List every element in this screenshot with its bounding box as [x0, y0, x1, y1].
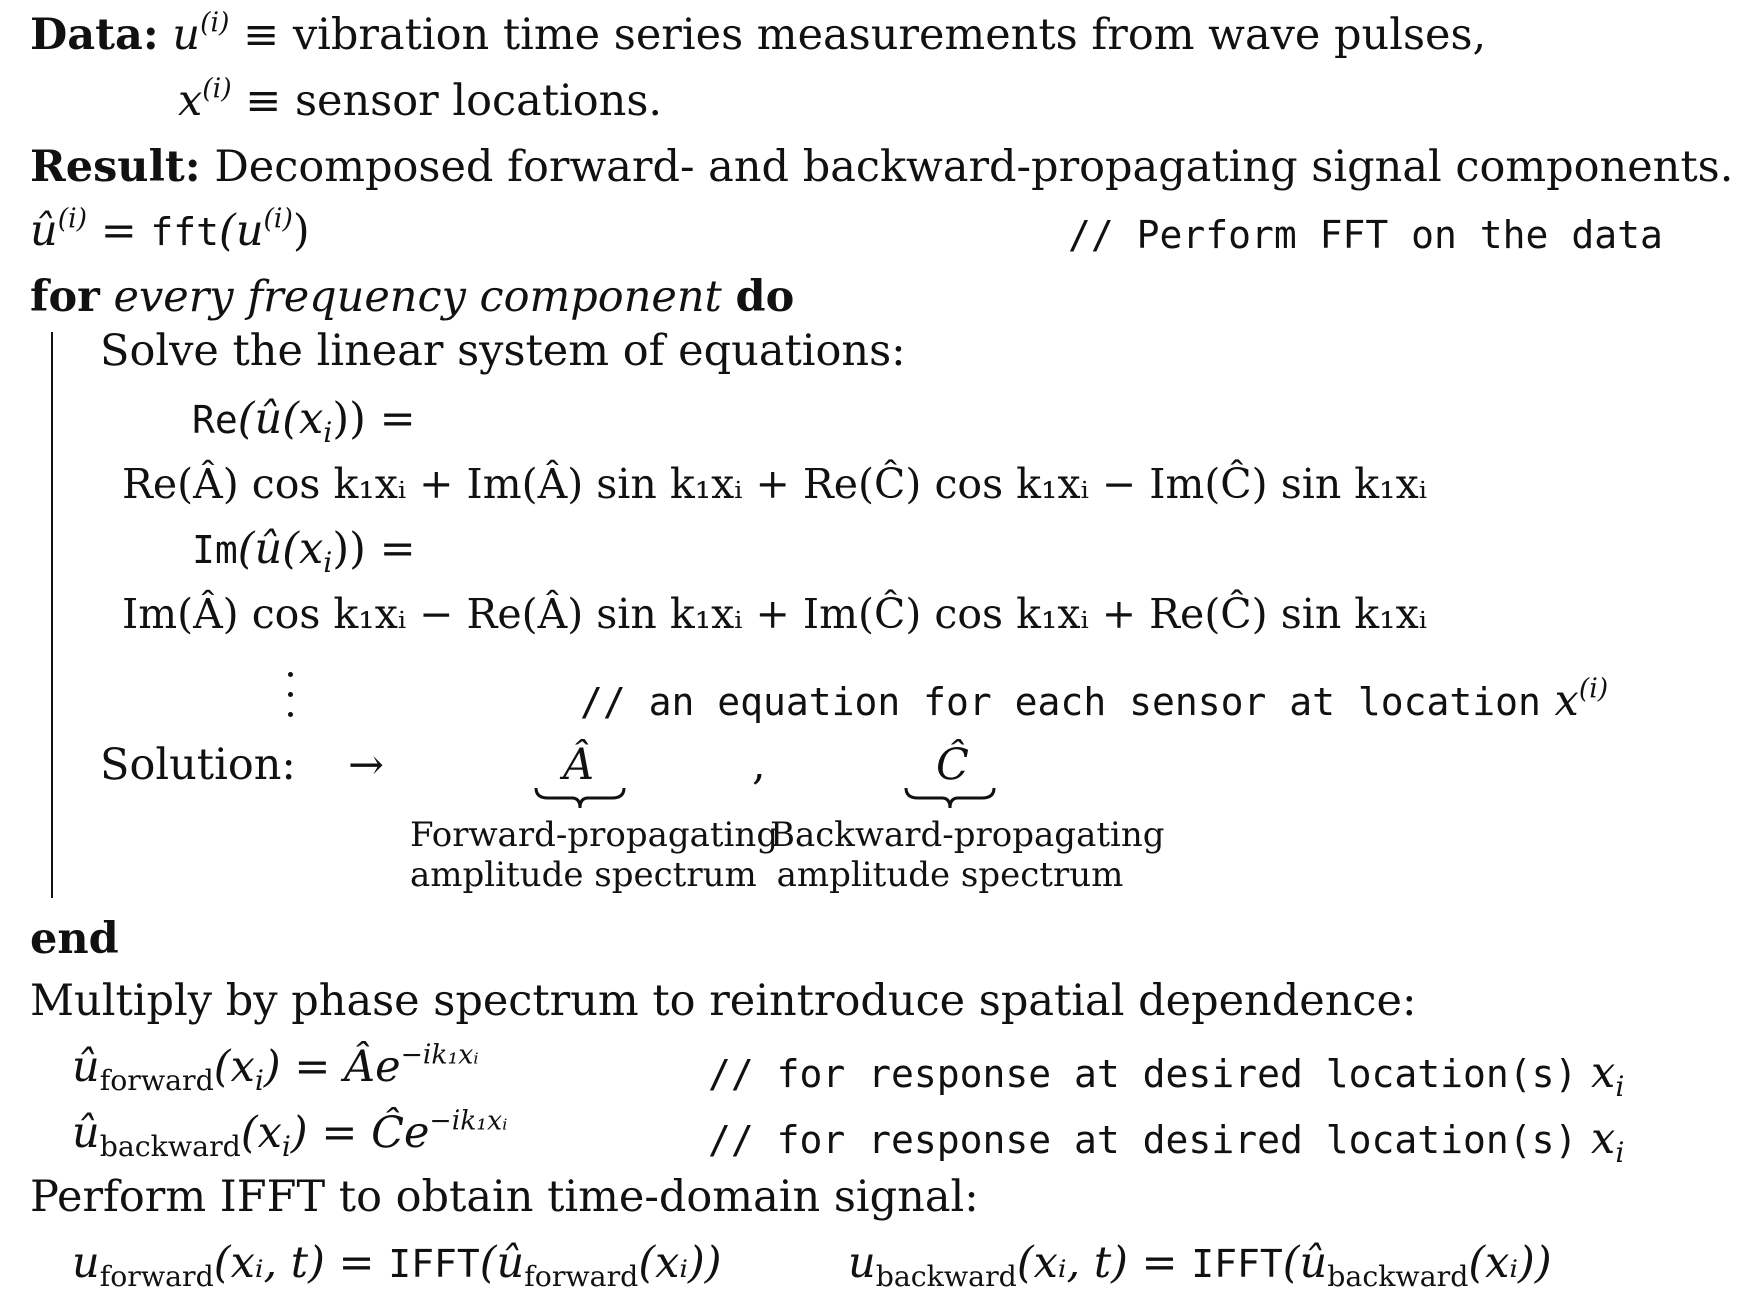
solve-line: Solve the linear system of equations: [100, 326, 906, 376]
vertical-ellipsis [285, 672, 295, 720]
u-backward-inner-open: (û [1282, 1238, 1328, 1288]
eq2-close: )) = [332, 524, 416, 574]
backward-comment-line [708, 1114, 1625, 1170]
forward-label-line2: amplitude spectrum [410, 855, 757, 895]
fft-line [30, 203, 310, 256]
fft-lhs-sup: (i) [57, 203, 88, 235]
fft-lhs: û [30, 206, 58, 256]
dots-comment: // an equation for each sensor at location [580, 680, 1541, 724]
backward-label [770, 815, 1165, 895]
ifft-line [72, 1238, 722, 1293]
for-block-rule [51, 332, 53, 898]
u-forward-sub: forward [99, 1260, 214, 1293]
ifft-func-1: IFFT [388, 1242, 480, 1286]
eq1-close: )) = [332, 394, 416, 444]
bwd-arg: (x [240, 1108, 282, 1158]
eq2-func: Im [192, 528, 238, 572]
dots-var-sup: (i) [1578, 673, 1609, 705]
bwd-comment: // for response at desired location(s) [708, 1118, 1578, 1162]
data-text: vibration time series measurements from wave pulses, [292, 10, 1487, 60]
fwd-lhs-sub: forward [99, 1064, 214, 1098]
sensor-text: sensor locations. [294, 76, 663, 126]
fft-arg-close: ) [292, 206, 310, 256]
forward-comment-line [708, 1048, 1625, 1104]
fft-eq: = [100, 206, 137, 256]
data-label: Data: [30, 10, 159, 60]
bwd-tail-sub: i [1615, 1136, 1625, 1170]
u-backward-sub: backward [875, 1260, 1017, 1293]
u-forward-inner-sub: forward [524, 1260, 639, 1293]
fft-arg-open: (u [219, 206, 264, 256]
data-var-sup: (i) [200, 7, 230, 39]
eq2-open: (û(x [237, 524, 324, 574]
do-keyword: do [735, 272, 795, 322]
fwd-comment: // for response at desired location(s) [708, 1052, 1578, 1096]
bwd-tail-var: x [1591, 1114, 1616, 1164]
a-underbrace [534, 784, 626, 812]
for-keyword: for [30, 272, 100, 322]
u-forward-inner-open: (û [479, 1238, 525, 1288]
fwd-lhs: û [72, 1042, 100, 1092]
fft-func: fft [150, 210, 220, 254]
data-rel: ≡ [243, 10, 280, 60]
forward-line [72, 1039, 479, 1098]
backward-label-line2: amplitude spectrum [776, 855, 1124, 895]
eq2-lhs [192, 524, 416, 580]
u-backward-inner-close: (xᵢ)) [1468, 1238, 1552, 1288]
backward-line [72, 1105, 508, 1164]
u-backward: u [848, 1238, 876, 1288]
end-keyword: end [30, 914, 119, 964]
u-forward-inner-close: (xᵢ)) [638, 1238, 722, 1288]
for-condition: every frequency component [113, 272, 722, 322]
c-hat: Ĉ [936, 740, 969, 790]
u-forward-args: (xᵢ, t) = [213, 1238, 375, 1288]
eq2-sub: i [323, 546, 333, 580]
backward-label-line1: Backward-propagating [770, 815, 1165, 855]
fwd-tail-var: x [1591, 1048, 1616, 1098]
fwd-arg-close: ) = Âe [263, 1042, 401, 1092]
fwd-exp: −ik₁xᵢ [400, 1039, 479, 1071]
eq1-lhs [192, 394, 416, 450]
ifft-func-2: IFFT [1191, 1242, 1283, 1286]
result-label: Result: [30, 142, 201, 192]
fwd-arg-sub: i [254, 1064, 264, 1098]
bwd-arg-close: ) = Ĉe [290, 1108, 430, 1158]
fft-comment: // Perform FFT on the data [1068, 213, 1663, 257]
dots-var: x [1554, 676, 1579, 726]
forward-label [410, 815, 779, 895]
sensor-rel: ≡ [245, 76, 282, 126]
data-line-2 [178, 73, 663, 126]
sensor-var: x [178, 76, 203, 126]
eq1-rhs: Re(Â) cos k₁xᵢ + Im(Â) sin k₁xᵢ + Re(Ĉ) cos k₁xᵢ − Im(Ĉ) sin k₁xᵢ [122, 460, 1427, 508]
a-hat: Â [563, 740, 595, 790]
eq2-rhs: Im(Â) cos k₁xᵢ − Re(Â) sin k₁xᵢ + Im(Ĉ) cos k₁xᵢ + Re(Ĉ) sin k₁xᵢ [122, 590, 1427, 638]
u-backward-inner-sub: backward [1327, 1260, 1469, 1293]
result-text: Decomposed forward- and backward-propagating signal components. [214, 142, 1734, 192]
ifft-line-backward [848, 1238, 1552, 1293]
solution-arrow: → [348, 740, 385, 790]
ifft-text-line: Perform IFFT to obtain time-domain signal: [30, 1172, 979, 1222]
result-line [30, 142, 1734, 192]
u-forward: u [72, 1238, 100, 1288]
eq1-func: Re [192, 398, 238, 442]
data-line [30, 7, 1487, 60]
dots-comment-line [580, 673, 1609, 726]
u-backward-args: (xᵢ, t) = [1016, 1238, 1178, 1288]
eq1-sub: i [323, 416, 333, 450]
solution-comma: , [752, 740, 766, 790]
bwd-lhs: û [72, 1108, 100, 1158]
forward-label-line1: Forward-propagating [410, 815, 779, 855]
fwd-tail-sub: i [1615, 1070, 1625, 1104]
c-underbrace [904, 784, 996, 812]
fwd-arg: (x [213, 1042, 255, 1092]
bwd-lhs-sub: backward [99, 1130, 241, 1164]
bwd-arg-sub: i [281, 1130, 291, 1164]
multiply-line: Multiply by phase spectrum to reintroduce spatial dependence: [30, 976, 1417, 1026]
for-line [30, 272, 795, 322]
data-var: u [172, 10, 201, 60]
solution-label: Solution: [100, 740, 296, 790]
fft-arg-sup: (i) [263, 203, 293, 235]
sensor-var-sup: (i) [202, 73, 232, 105]
bwd-exp: −ik₁xᵢ [429, 1105, 508, 1137]
eq1-open: (û(x [237, 394, 324, 444]
